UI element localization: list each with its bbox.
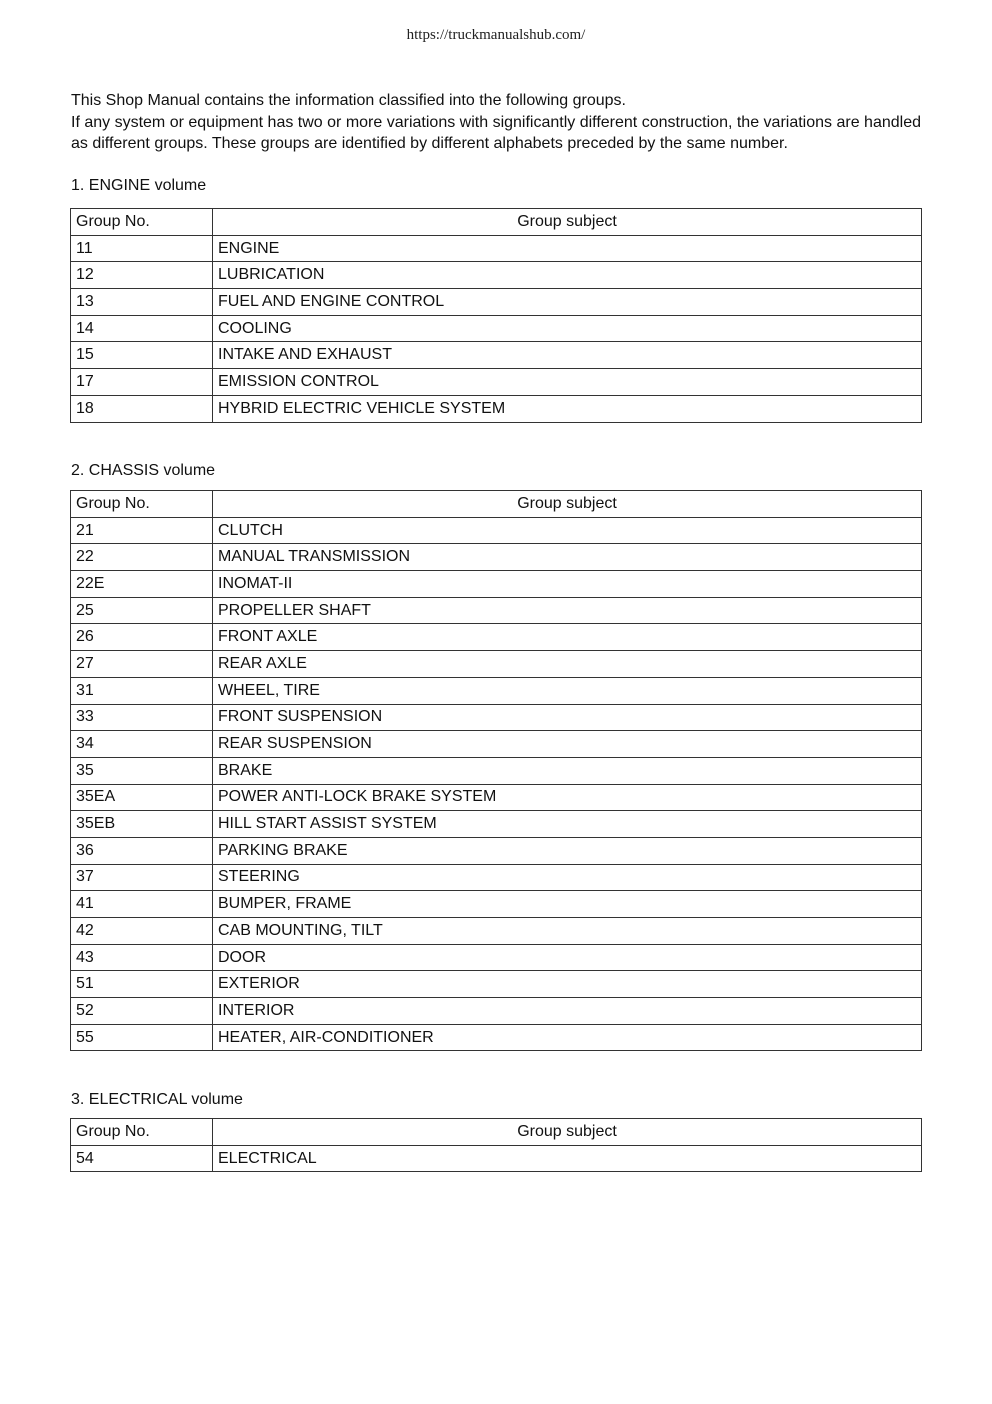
group-subject-cell: COOLING: [213, 315, 922, 342]
group-subject-cell: HYBRID ELECTRIC VEHICLE SYSTEM: [213, 395, 922, 422]
table-row: [71, 597, 922, 624]
group-number-cell: 41: [71, 891, 213, 918]
table-row: [71, 289, 922, 316]
group-subject-cell: HILL START ASSIST SYSTEM: [213, 811, 922, 838]
group-number-cell: 37: [71, 864, 213, 891]
table-row: [71, 544, 922, 571]
group-number-cell: 35: [71, 757, 213, 784]
table-row: [71, 517, 922, 544]
group-subject-cell: PARKING BRAKE: [213, 837, 922, 864]
group-number-cell: 25: [71, 597, 213, 624]
intro-line-1: This Shop Manual contains the information classified into the following groups.: [71, 92, 626, 109]
group-number-cell: 15: [71, 342, 213, 369]
column-header-group-subject: Group subject: [213, 209, 922, 236]
group-subject-cell: FRONT AXLE: [213, 624, 922, 651]
table-row: [71, 571, 922, 598]
electrical-group-table: [70, 1118, 922, 1172]
table-header-row: [71, 1119, 922, 1146]
group-number-cell: 27: [71, 651, 213, 678]
intro-line-2: If any system or equipment has two or more variations with significantly different construction, the variations are handled as different groups. These groups are identified by different alphabets preceded by the same number.: [71, 113, 921, 152]
group-number-cell: 17: [71, 369, 213, 396]
group-subject-cell: DOOR: [213, 944, 922, 971]
group-subject-cell: FRONT SUSPENSION: [213, 704, 922, 731]
group-number-cell: 55: [71, 1024, 213, 1051]
group-subject-cell: POWER ANTI-LOCK BRAKE SYSTEM: [213, 784, 922, 811]
table-row: [71, 369, 922, 396]
group-subject-cell: MANUAL TRANSMISSION: [213, 544, 922, 571]
table-row: [71, 315, 922, 342]
table-row: [71, 1145, 922, 1172]
group-number-cell: 21: [71, 517, 213, 544]
group-subject-cell: PROPELLER SHAFT: [213, 597, 922, 624]
group-subject-cell: ENGINE: [213, 235, 922, 262]
group-subject-cell: BUMPER, FRAME: [213, 891, 922, 918]
group-number-cell: 22E: [71, 571, 213, 598]
group-subject-cell: FUEL AND ENGINE CONTROL: [213, 289, 922, 316]
group-subject-cell: INTAKE AND EXHAUST: [213, 342, 922, 369]
intro-text: [71, 90, 921, 155]
group-number-cell: 52: [71, 998, 213, 1025]
section-title-electrical: 3. ELECTRICAL volume: [71, 1091, 243, 1108]
table-row: [71, 864, 922, 891]
table-header-row: [71, 209, 922, 236]
group-subject-cell: BRAKE: [213, 757, 922, 784]
engine-table-body: [71, 235, 922, 422]
column-header-group-no: Group No.: [71, 209, 213, 236]
group-number-cell: 34: [71, 731, 213, 758]
table-row: [71, 395, 922, 422]
group-subject-cell: CLUTCH: [213, 517, 922, 544]
table-row: [71, 1024, 922, 1051]
group-number-cell: 11: [71, 235, 213, 262]
engine-group-table: [70, 208, 922, 423]
page-url-header: https://truckmanualshub.com/: [406, 27, 586, 43]
table-row: [71, 677, 922, 704]
group-number-cell: 35EB: [71, 811, 213, 838]
group-subject-cell: CAB MOUNTING, TILT: [213, 918, 922, 945]
table-header-row: [71, 491, 922, 518]
table-row: [71, 837, 922, 864]
table-row: [71, 757, 922, 784]
table-row: [71, 651, 922, 678]
column-header-group-subject: Group subject: [213, 1119, 922, 1146]
group-number-cell: 35EA: [71, 784, 213, 811]
group-number-cell: 43: [71, 944, 213, 971]
table-row: [71, 944, 922, 971]
group-subject-cell: REAR SUSPENSION: [213, 731, 922, 758]
column-header-group-no: Group No.: [71, 1119, 213, 1146]
electrical-table-body: [71, 1145, 922, 1172]
table-row: [71, 784, 922, 811]
group-number-cell: 26: [71, 624, 213, 651]
table-row: [71, 624, 922, 651]
group-number-cell: 18: [71, 395, 213, 422]
table-row: [71, 918, 922, 945]
group-subject-cell: INTERIOR: [213, 998, 922, 1025]
table-row: [71, 235, 922, 262]
table-row: [71, 731, 922, 758]
group-number-cell: 33: [71, 704, 213, 731]
table-row: [71, 811, 922, 838]
table-row: [71, 342, 922, 369]
chassis-table-body: [71, 517, 922, 1051]
group-subject-cell: HEATER, AIR-CONDITIONER: [213, 1024, 922, 1051]
group-subject-cell: EXTERIOR: [213, 971, 922, 998]
column-header-group-subject: Group subject: [213, 491, 922, 518]
group-number-cell: 36: [71, 837, 213, 864]
group-number-cell: 31: [71, 677, 213, 704]
group-number-cell: 42: [71, 918, 213, 945]
group-number-cell: 51: [71, 971, 213, 998]
table-row: [71, 704, 922, 731]
group-subject-cell: STEERING: [213, 864, 922, 891]
group-subject-cell: INOMAT-II: [213, 571, 922, 598]
column-header-group-no: Group No.: [71, 491, 213, 518]
group-subject-cell: REAR AXLE: [213, 651, 922, 678]
table-row: [71, 891, 922, 918]
table-row: [71, 971, 922, 998]
group-subject-cell: ELECTRICAL: [213, 1145, 922, 1172]
group-number-cell: 54: [71, 1145, 213, 1172]
table-row: [71, 262, 922, 289]
group-number-cell: 12: [71, 262, 213, 289]
section-title-engine: 1. ENGINE volume: [71, 177, 207, 194]
group-subject-cell: EMISSION CONTROL: [213, 369, 922, 396]
group-number-cell: 14: [71, 315, 213, 342]
section-title-chassis: 2. CHASSIS volume: [71, 462, 216, 479]
group-subject-cell: LUBRICATION: [213, 262, 922, 289]
table-row: [71, 998, 922, 1025]
chassis-group-table: [70, 490, 922, 1051]
group-number-cell: 13: [71, 289, 213, 316]
group-subject-cell: WHEEL, TIRE: [213, 677, 922, 704]
group-number-cell: 22: [71, 544, 213, 571]
